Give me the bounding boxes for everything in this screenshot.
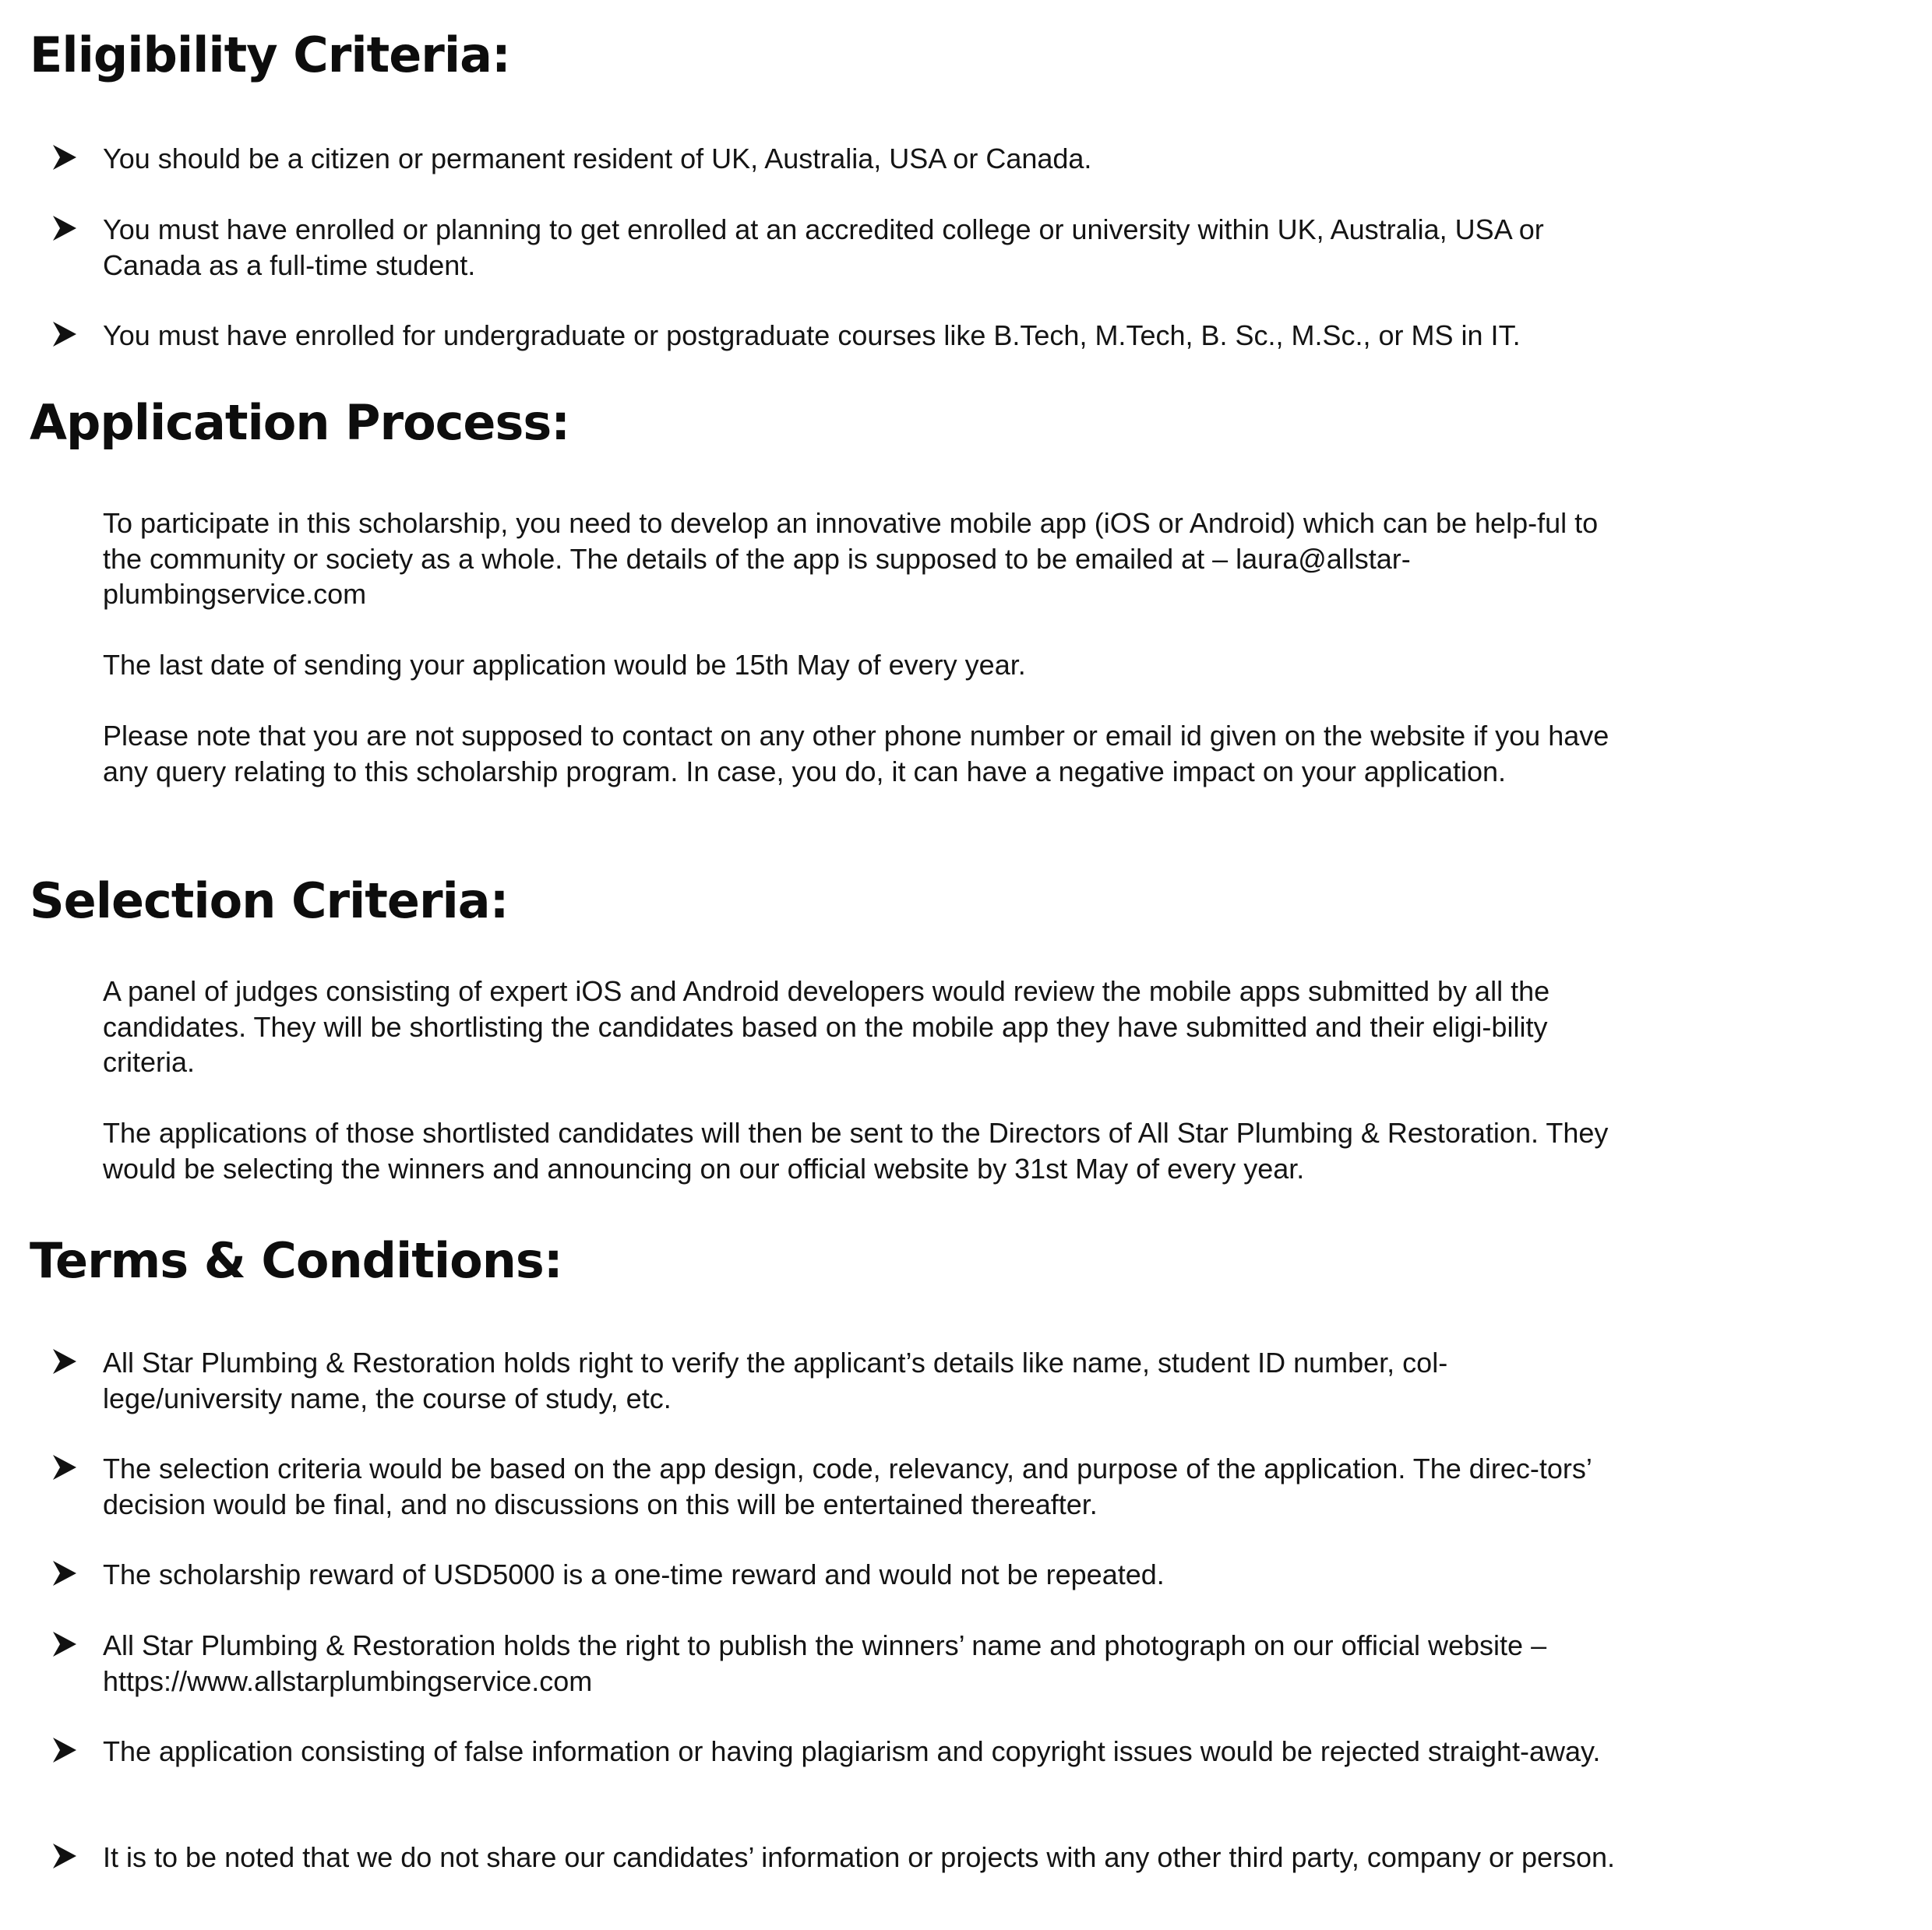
arrowhead-bullet-icon (51, 1346, 78, 1377)
arrowhead-bullet-icon (51, 1840, 78, 1872)
eligibility-bullet (103, 318, 1622, 354)
terms-bullet (103, 1840, 1622, 1875)
terms-heading: Terms & Conditions: (30, 1232, 562, 1289)
selection-paragraph: The applications of those shortlisted candidates will then be sent to the Directors of All Star Plumbing & Restoration. They would be selecting the winners and announcing on our official website by 31st May of every year. (103, 1117, 1609, 1185)
terms-bullet (103, 1451, 1622, 1522)
bullet-text: It is to be noted that we do not share our candidates’ information or projects with any other third party, company or person. (103, 1841, 1616, 1873)
eligibility-bullet (103, 212, 1622, 283)
bullet-text: The selection criteria would be based on the app design, code, relevancy, and purpose of the application. The direc-tors’ decision would be final, and no discussions on this will be entertained thereafter. (103, 1453, 1592, 1520)
bullet-text: You must have enrolled or planning to get enrolled at an accredited college or university within UK, Australia, USA or Canada as a full-time student. (103, 213, 1544, 281)
arrowhead-bullet-icon (51, 1452, 78, 1483)
arrowhead-bullet-icon (51, 213, 78, 244)
application-paragraph: Please note that you are not supposed to contact on any other phone number or email id given on the website if you have any query relating to this scholarship program. In case, you do, it can have a negative impact on your application. (103, 720, 1609, 787)
bullet-text: All Star Plumbing & Restoration holds right to verify the applicant’s details like name, student ID number, col-lege/university name, the course of study, etc. (103, 1347, 1448, 1414)
arrowhead-bullet-icon (51, 1735, 78, 1766)
bullet-text: The application consisting of false information or having plagiarism and copyright issues would be rejected straight-away. (103, 1735, 1601, 1767)
arrowhead-bullet-icon (51, 142, 78, 173)
arrowhead-bullet-icon (51, 1629, 78, 1660)
application-paragraph: To participate in this scholarship, you need to develop an innovative mobile app (iOS or Android) which can be help-ful to the community or society as a whole. The details of the app is supposed to be emailed at – laura@allstar-plumbingservice.com (103, 507, 1599, 610)
eligibility-bullet (103, 141, 1622, 177)
bullet-text: All Star Plumbing & Restoration holds the right to publish the winners’ name and photograph on our official website –https://www.allstarplumbingservice.com (103, 1629, 1547, 1697)
eligibility-heading: Eligibility Criteria: (30, 26, 510, 83)
selection-heading: Selection Criteria: (30, 872, 509, 929)
application-heading: Application Process: (30, 394, 570, 451)
bullet-text: You should be a citizen or permanent resident of UK, Australia, USA or Canada. (103, 143, 1092, 174)
selection-paragraph: A panel of judges consisting of expert iOS and Android developers would review the mobile apps submitted by all the candidates. They will be shortlisting the candidates based on the mobile app they have submitted and their eligi-bility criteria. (103, 975, 1550, 1078)
terms-bullet (103, 1628, 1622, 1699)
arrowhead-bullet-icon (51, 1558, 78, 1589)
arrowhead-bullet-icon (51, 319, 78, 350)
terms-bullet (103, 1734, 1622, 1770)
terms-bullet (103, 1345, 1622, 1416)
application-paragraph: The last date of sending your application would be 15th May of every year. (103, 649, 1026, 681)
bullet-text: You must have enrolled for undergraduate or postgraduate courses like B.Tech, M.Tech, B. Sc., M.Sc., or MS in IT. (103, 319, 1521, 351)
bullet-text: The scholarship reward of USD5000 is a one-time reward and would not be repeated. (103, 1558, 1165, 1590)
terms-bullet (103, 1557, 1622, 1593)
